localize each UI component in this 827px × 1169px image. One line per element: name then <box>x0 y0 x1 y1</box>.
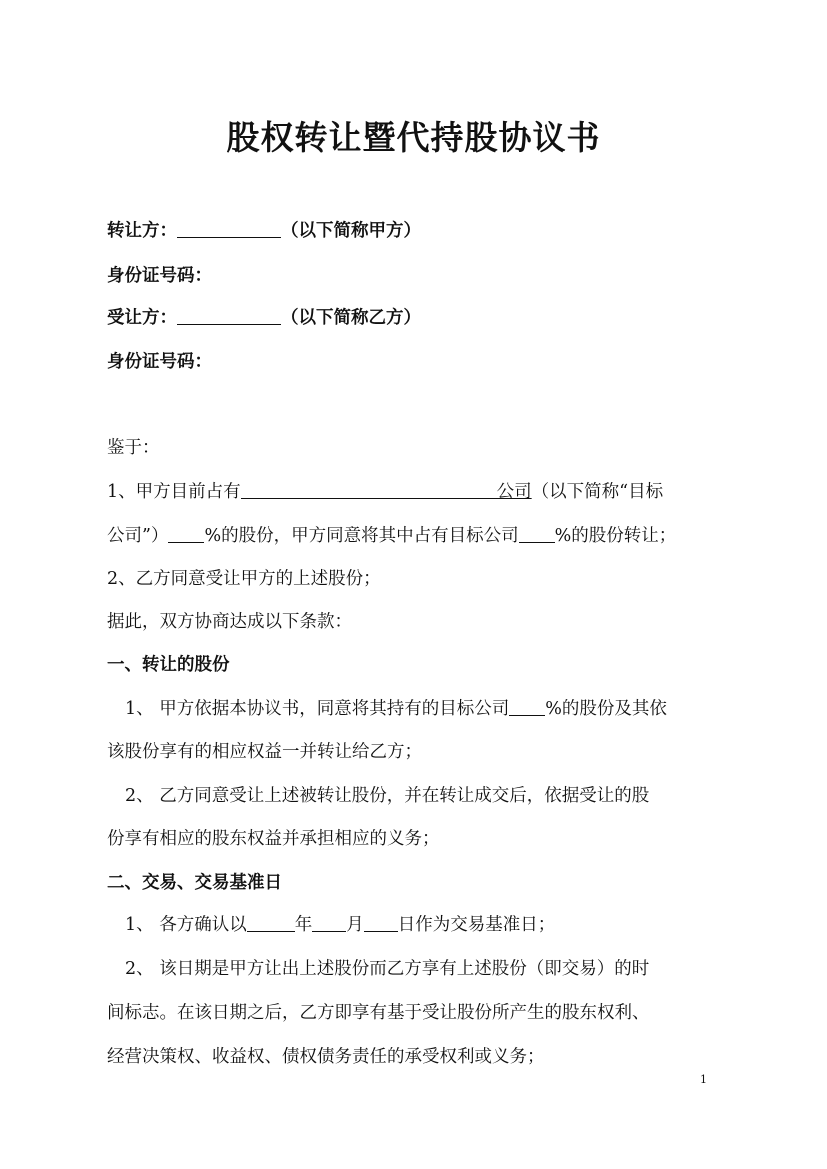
transferee-blank[interactable] <box>177 306 281 325</box>
section-1-item-1-line-1 <box>125 697 745 721</box>
id-label-1: 身份证号码： <box>107 266 212 286</box>
section-2-item-2-line-1: 2、 该日期是甲方让出上述股份而乙方享有上述股份（即交易）的时 <box>125 959 650 979</box>
recital-item-1-text-d: %的股份，甲方同意将其中占有目标公司 <box>204 526 519 546</box>
id-number-line-2 <box>107 350 727 374</box>
recital-item-1-line-2 <box>107 524 727 548</box>
section-1-percent-blank[interactable] <box>509 697 545 716</box>
month-blank[interactable] <box>312 913 346 932</box>
recital-item-2: 2、乙方同意受让甲方的上述股份； <box>107 569 381 589</box>
section-1-item-1-text-a: 1、 甲方依据本协议书，同意将其持有的目标公司 <box>125 699 510 719</box>
section-2-item-1 <box>125 913 745 937</box>
section-1-heading: 一、转让的股份 <box>107 655 230 675</box>
transferee-line <box>107 306 727 330</box>
section-2-item-2-line-2: 间标志。在该日期之后，乙方即享有基于受让股份所产生的股东权利、 <box>107 1003 650 1023</box>
month-label: 月 <box>346 915 364 935</box>
recital-item-1-line-1 <box>107 480 727 504</box>
day-blank[interactable] <box>364 913 398 932</box>
recital-item-1-text-a: 1、甲方目前占有 <box>107 482 241 502</box>
section-1-item-1-line-2: 该股份享有的相应权益一并转让给乙方； <box>107 742 422 762</box>
recital-company-word: 公司 <box>496 482 532 502</box>
held-percent-blank[interactable] <box>168 524 204 543</box>
section-1-item-2-line-1: 2、 乙方同意受让上述被转让股份，并在转让成交后，依据受让的股 <box>125 786 650 806</box>
recital-item-1-text-e: %的股份转让； <box>554 526 677 546</box>
transferee-suffix: （以下简称乙方） <box>281 308 421 328</box>
id-label-2: 身份证号码： <box>107 352 212 372</box>
page-number: 1 <box>700 1073 707 1086</box>
recital-item-1-text-c: 公司”） <box>107 526 169 546</box>
section-2-heading: 二、交易、交易基准日 <box>107 873 282 893</box>
day-label: 日作为交易基准日； <box>397 915 556 935</box>
document-title: 股权转让暨代持股协议书 <box>226 118 601 157</box>
year-blank[interactable] <box>247 913 295 932</box>
transferee-label: 受让方： <box>107 308 177 328</box>
section-1-item-1-text-b: %的股份及其依 <box>545 699 667 719</box>
id-number-line-1 <box>107 264 727 288</box>
section-2-item-1-text-a: 1、 各方确认以 <box>125 915 247 935</box>
recital-item-1-text-b: （以下简称“目标 <box>531 482 664 502</box>
recitals-heading: 鉴于： <box>107 438 160 458</box>
transfer-percent-blank[interactable] <box>519 524 555 543</box>
section-1-item-2-line-2: 份享有相应的股东权益并承担相应的义务； <box>107 829 440 849</box>
year-label: 年 <box>294 915 313 935</box>
recital-conclusion: 据此，双方协商达成以下条款： <box>107 612 352 632</box>
company-name-blank[interactable] <box>241 480 497 499</box>
transferor-line <box>107 219 727 243</box>
transferor-suffix: （以下简称甲方） <box>281 221 421 241</box>
transferor-blank[interactable] <box>177 219 281 238</box>
transferor-label: 转让方： <box>107 221 177 241</box>
section-2-item-2-line-3: 经营决策权、收益权、债权债务责任的承受权利或义务； <box>107 1047 545 1067</box>
